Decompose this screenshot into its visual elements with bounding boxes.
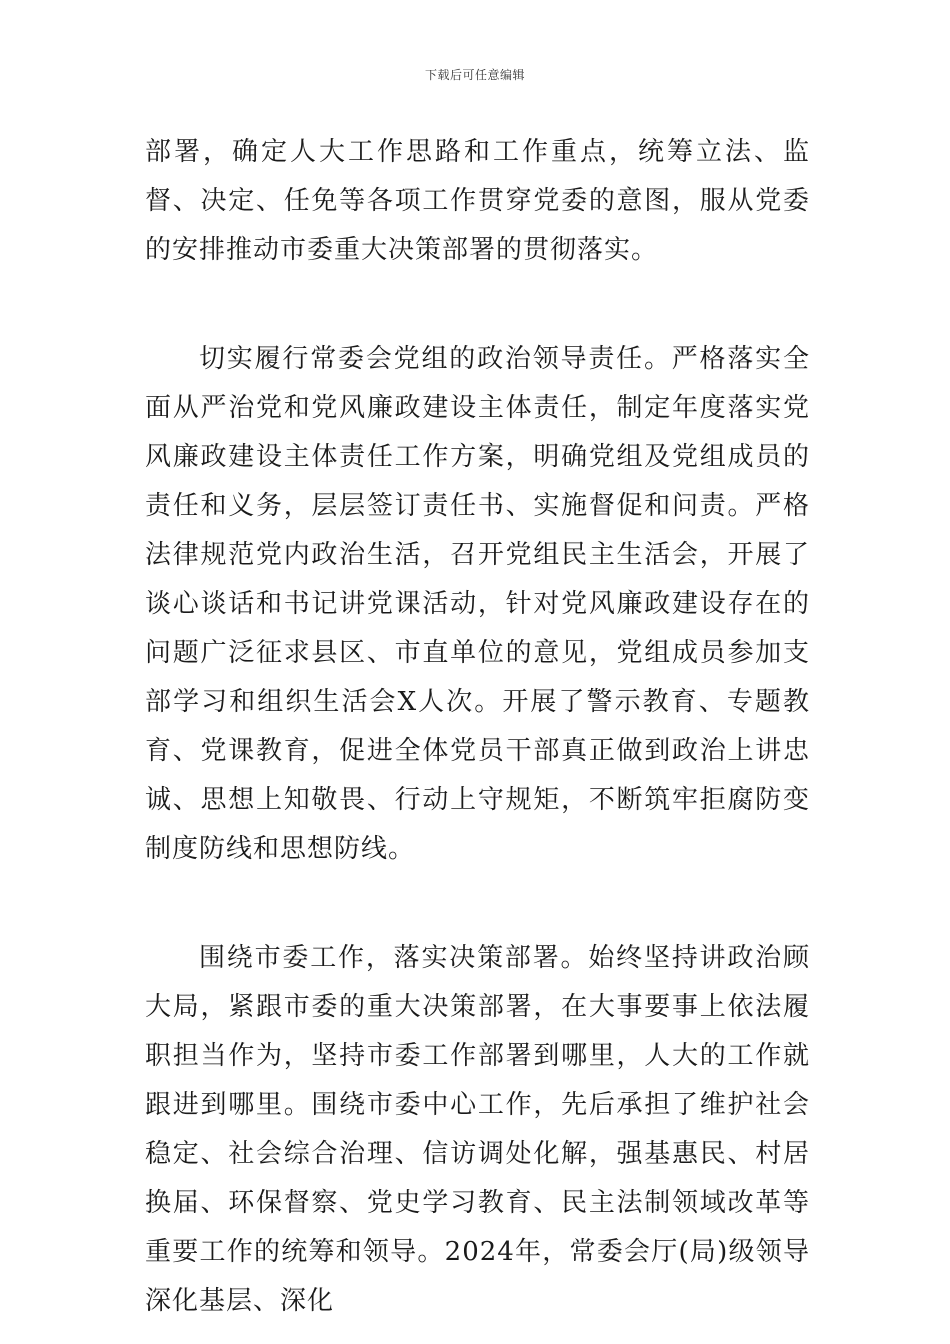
header-note: 下载后可任意编辑 <box>424 68 525 82</box>
paragraph-1: 部署，确定人大工作思路和工作重点，统筹立法、监督、决定、任免等各项工作贯穿党委的意图，服从党委的安排推动市委重大决策部署的贯彻落实。 <box>145 137 810 265</box>
paragraph-2: 切实履行常委会党组的政治领导责任。严格落实全面从严治党和党风廉政建设主体责任，制定年度落实党风廉政建设主体责任工作方案，明确党组及党组成员的责任和义务，层层签订责任书、实施督促和问责。严格法律规范党内政治生活，召开党组民主生活会，开展了谈心谈话和书记讲党课活动，针对党风廉政建设存在的问题广泛征求县区、市直单位的意见，党组成员参加支部学习和组织生活会X人次。开展了警示教育、专题教育、党课教育，促进全体党员干部真正做到政治上讲忠诚、思想上知敬畏、行动上守规矩，不断筑牢拒腐防变制度防线和思想防线。 <box>145 344 810 864</box>
document-body <box>145 128 810 1326</box>
paragraph-3: 围绕市委工作，落实决策部署。始终坚持讲政治顾大局，紧跟市委的重大决策部署，在大事要事上依法履职担当作为，坚持市委工作部署到哪里，人大的工作就跟进到哪里。围绕市委中心工作，先后承担了维护社会稳定、社会综合治理、信访调处化解，强基惠民、村居换届、环保督察、党史学习教育、民主法制领域改革等重要工作的统筹和领导。2024年，常委会厅(局)级领导深化基层、深化 <box>145 943 810 1316</box>
